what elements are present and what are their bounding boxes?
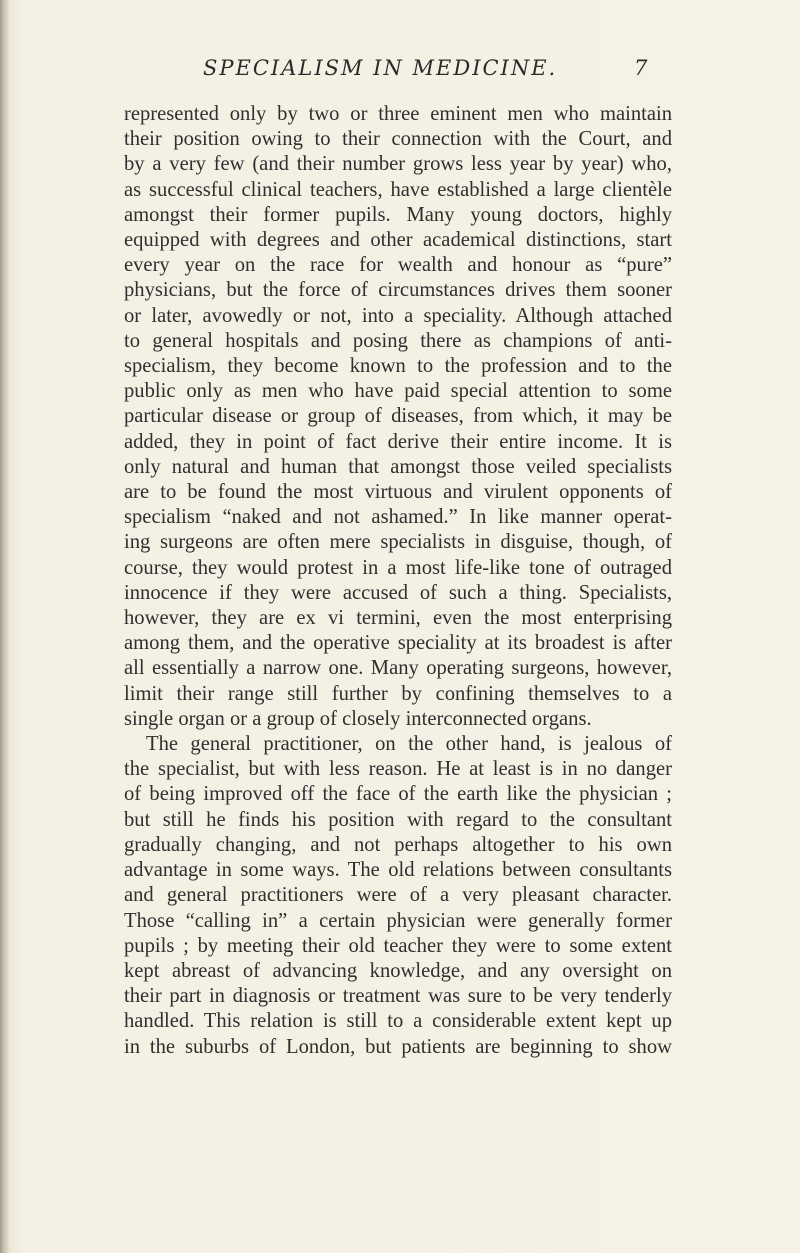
text-line: gradually changing, and not perhaps altogether to his own — [124, 833, 672, 856]
text-line: but still he finds his position with regard to the consultant — [124, 808, 672, 831]
text-line: single organ or a group of closely interconnected organs. — [124, 707, 592, 730]
text-line: public only as men who have paid special attention to some — [124, 380, 672, 403]
text-line: represented only by two or three eminent men who maintain — [124, 103, 672, 125]
text-line: to general hospitals and posing there as champions of anti- — [124, 329, 672, 352]
binding-gutter — [0, 0, 10, 1253]
text-line: and general practitioners were of a very pleasant character. — [124, 884, 672, 907]
running-title: SPECIALISM IN MEDICINE. — [203, 56, 558, 80]
text-line: their part in diagnosis or treatment was sure to be very tenderly — [124, 985, 672, 1008]
text-line: amongst their former pupils. Many young doctors, highly — [124, 203, 672, 226]
text-line: or later, avowedly or not, into a speciality. Although attached — [124, 304, 672, 327]
text-line: the specialist, but with less reason. He at least is in no danger — [124, 758, 672, 781]
text-line: innocence if they were accused of such a thing. Specialists, — [124, 581, 672, 604]
text-line: Those “calling in” a certain physician were generally former — [124, 909, 672, 932]
text-line: specialism “naked and not ashamed.” In like manner operat- — [124, 506, 672, 529]
text-line: however, they are ex vi termini, even the most enterprising — [124, 607, 672, 630]
text-line: kept abreast of advancing knowledge, and any oversight on — [124, 959, 672, 982]
text-line: course, they would protest in a most life-like tone of outraged — [124, 556, 672, 579]
text-line: by a very few (and their number grows less year by year) who, — [124, 153, 672, 176]
text-line: equipped with degrees and other academical distinctions, start — [124, 229, 672, 252]
text-line: physicians, but the force of circumstances drives them sooner — [124, 279, 672, 302]
text-line: handled. This relation is still to a considerable extent kept up — [124, 1010, 672, 1033]
text-line: their position owing to their connection with the Court, and — [124, 128, 672, 151]
text-line: specialism, they become known to the profession and to the — [124, 355, 672, 378]
running-head — [0, 52, 800, 92]
text-line: limit their range still further by confining themselves to a — [124, 682, 672, 705]
text-line: among them, and the operative speciality at its broadest is after — [124, 632, 672, 655]
text-line: are to be found the most virtuous and virulent opponents of — [124, 481, 672, 504]
text-line: ing surgeons are often mere specialists in disguise, though, of — [124, 531, 672, 554]
text-line: only natural and human that amongst those veiled specialists — [124, 455, 672, 478]
text-line: every year on the race for wealth and honour as “pure” — [124, 254, 672, 277]
page-number: 7 — [634, 56, 648, 80]
text-line: particular disease or group of diseases, from which, it may be — [124, 405, 672, 428]
text-line: as successful clinical teachers, have established a large clientèle — [124, 178, 672, 201]
body-text — [124, 102, 672, 1060]
text-line: all essentially a narrow one. Many operating surgeons, however, — [124, 657, 672, 680]
text-line: in the suburbs of London, but patients are beginning to show — [124, 1035, 672, 1058]
text-line: of being improved off the face of the earth like the physician ; — [124, 783, 672, 806]
text-line: pupils ; by meeting their old teacher they were to some extent — [124, 934, 672, 957]
paragraph-first-line: The general practitioner, on the other hand, is jealous of — [146, 733, 672, 756]
text-line: added, they in point of fact derive their entire income. It is — [124, 430, 672, 453]
text-line: advantage in some ways. The old relations between consultants — [124, 859, 672, 882]
